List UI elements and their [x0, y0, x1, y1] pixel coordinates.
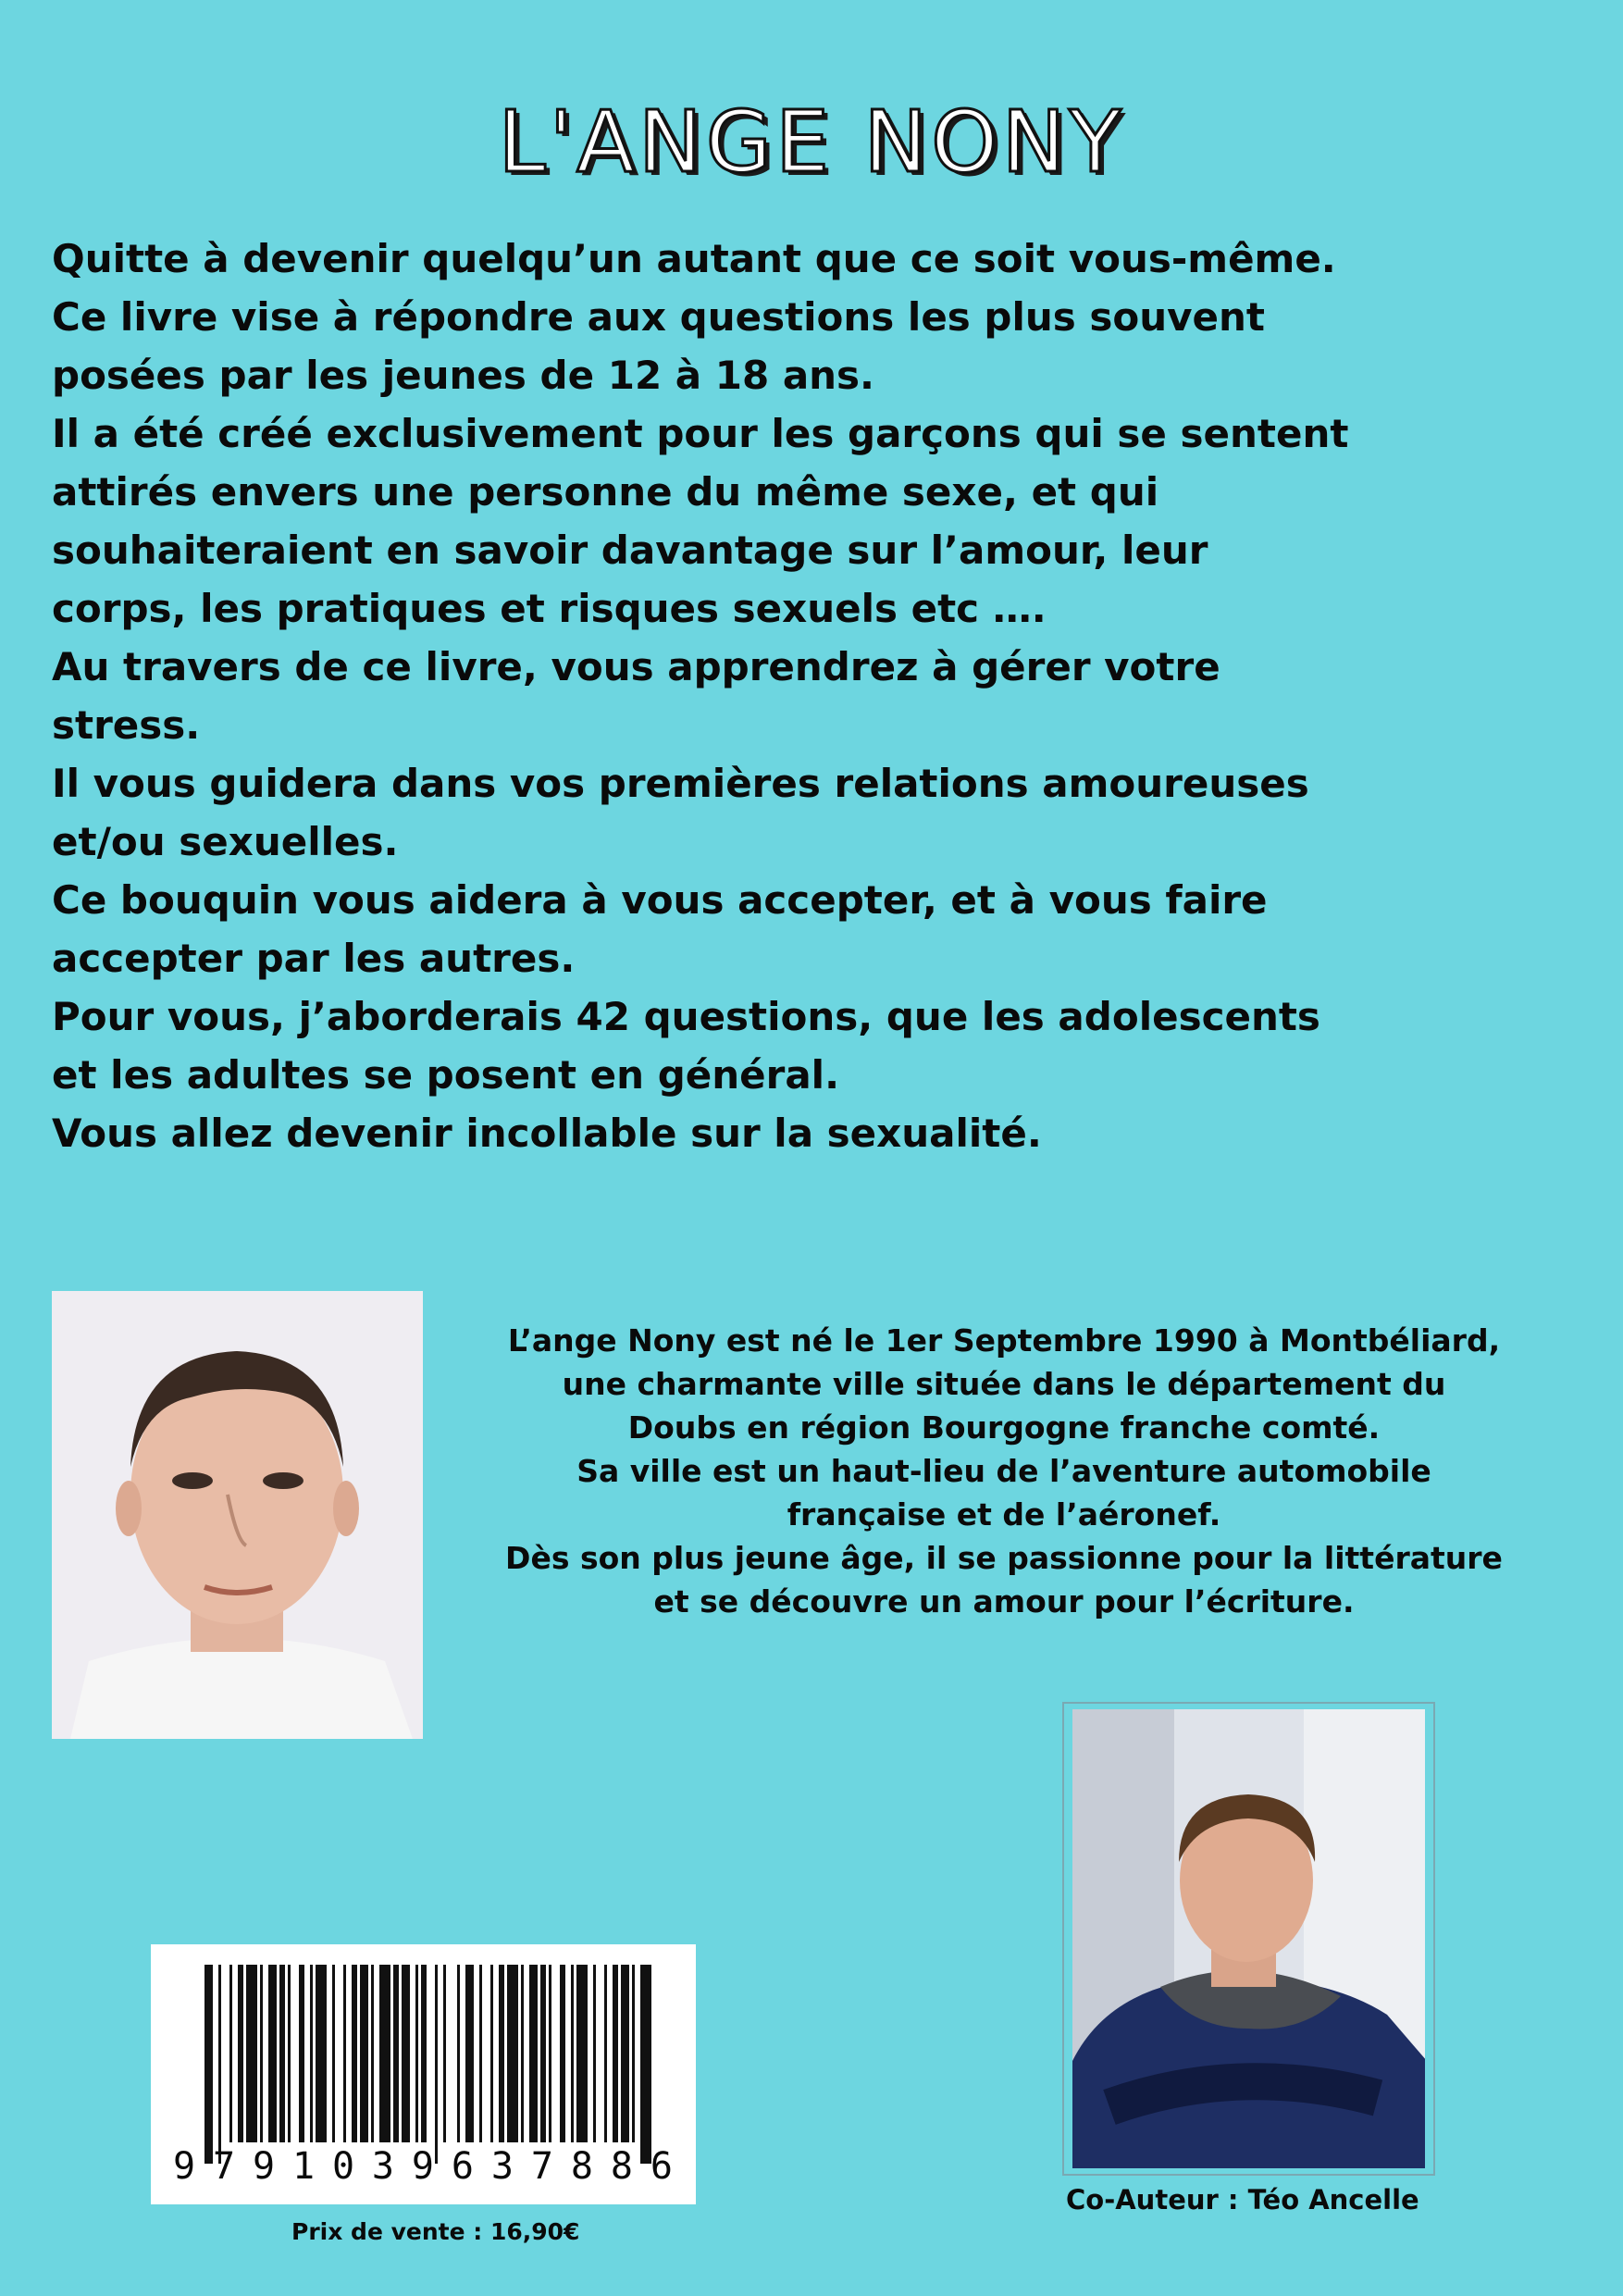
blurb-line: attirés envers une personne du même sexe, et qui — [52, 469, 1159, 515]
barcode-bar — [246, 1965, 257, 2142]
barcode-bar — [279, 1965, 285, 2142]
barcode-bar — [490, 1965, 493, 2142]
barcode-bar — [521, 1965, 524, 2142]
barcode-bar — [360, 1965, 368, 2142]
barcode-digit: 9 — [252, 2145, 276, 2188]
coauthor-caption: Co-Auteur : Téo Ancelle — [1066, 2184, 1419, 2215]
barcode-bar — [443, 1965, 446, 2142]
barcode-bar — [421, 1965, 427, 2142]
barcode-digit: 8 — [570, 2145, 593, 2188]
barcode-bar — [571, 1965, 574, 2142]
barcode-digit: 6 — [650, 2145, 673, 2188]
barcode-bar — [238, 1965, 243, 2142]
barcode-digit: 8 — [610, 2145, 633, 2188]
barcode-bar — [288, 1965, 291, 2142]
coauthor-portrait-image — [1072, 1709, 1425, 2168]
barcode-bar — [343, 1965, 346, 2142]
book-title: L'ANGE NONY — [498, 93, 1125, 192]
blurb-line: souhaiteraient en savoir davantage sur l’amour, leur — [52, 527, 1208, 573]
barcode-bar — [593, 1965, 596, 2142]
blurb-line: Vous allez devenir incollable sur la sexualité. — [52, 1111, 1042, 1156]
barcode-bar — [229, 1965, 232, 2142]
blurb-line: stress. — [52, 702, 201, 748]
barcode-digit: 3 — [490, 2145, 514, 2188]
barcode-bar — [465, 1965, 474, 2142]
blurb-line: Ce bouquin vous aidera à vous accepter, et à vous faire — [52, 877, 1268, 923]
blurb-line: Au travers de ce livre, vous apprendrez à gérer votre — [52, 644, 1220, 689]
barcode-bar — [218, 1965, 221, 2164]
barcode-bar — [332, 1965, 335, 2142]
barcode-digit: 0 — [331, 2145, 355, 2188]
author-bio — [435, 1319, 1573, 1623]
back-cover-blurb — [52, 230, 1588, 1162]
barcode-bar — [640, 1965, 651, 2164]
barcode — [151, 1944, 696, 2204]
barcode-digit: 9 — [411, 2145, 434, 2188]
barcode-bar — [576, 1965, 588, 2142]
barcode-bar — [310, 1965, 313, 2142]
bio-line: une charmante ville située dans le département du — [562, 1366, 1446, 1402]
blurb-line: accepter par les autres. — [52, 936, 576, 981]
bio-line: Doubs en région Bourgogne franche comté. — [627, 1409, 1381, 1446]
barcode-bar — [632, 1965, 635, 2142]
barcode-bar — [435, 1965, 438, 2164]
barcode-bar — [299, 1965, 304, 2142]
barcode-bar — [457, 1965, 460, 2142]
barcode-bar — [499, 1965, 504, 2142]
coauthor-photo — [1062, 1702, 1435, 2176]
barcode-bar — [621, 1965, 629, 2142]
barcode-bar — [260, 1965, 263, 2142]
bio-line: et se découvre un amour pour l’écriture. — [653, 1583, 1355, 1620]
barcode-digit: 6 — [451, 2145, 474, 2188]
barcode-bar — [379, 1965, 390, 2142]
barcode-digit: 7 — [212, 2145, 236, 2188]
barcode-digit: 1 — [291, 2145, 316, 2188]
bio-line: L’ange Nony est né le 1er Septembre 1990 à Montbéliard, — [507, 1322, 1501, 1359]
blurb-line: Il vous guidera dans vos premières relations amoureuses — [52, 761, 1309, 806]
barcode-bar — [371, 1965, 374, 2142]
barcode-bar — [402, 1965, 410, 2142]
author-photo — [52, 1291, 423, 1739]
barcode-bar — [393, 1965, 399, 2142]
blurb-line: Ce livre vise à répondre aux questions les plus souvent — [52, 294, 1266, 340]
barcode-bar — [540, 1965, 546, 2142]
barcode-bar — [613, 1965, 618, 2142]
blurb-line: Il a été créé exclusivement pour les garçons qui se sentent — [52, 411, 1349, 456]
barcode-bar — [529, 1965, 538, 2142]
bio-line: Sa ville est un haut-lieu de l’aventure automobile — [576, 1453, 1431, 1489]
barcode-bar — [352, 1965, 357, 2142]
barcode-digit: 3 — [371, 2145, 395, 2188]
blurb-line: posées par les jeunes de 12 à 18 ans. — [52, 353, 875, 398]
barcode-bar — [549, 1965, 551, 2142]
barcode-bar — [479, 1965, 482, 2142]
barcode-digit: 9 — [173, 2145, 196, 2188]
coauthor-photo-inner — [1072, 1709, 1425, 2168]
barcode-bar — [268, 1965, 277, 2142]
barcode-bar — [507, 1965, 518, 2142]
blurb-line: corps, les pratiques et risques sexuels etc …. — [52, 586, 1047, 631]
barcode-bar — [604, 1965, 607, 2142]
blurb-line: Pour vous, j’aborderais 42 questions, que les adolescents — [52, 994, 1320, 1039]
barcode-bar — [560, 1965, 565, 2142]
sale-price: Prix de vente : 16,90€ — [291, 2218, 580, 2245]
barcode-digits — [173, 2145, 673, 2188]
barcode-bar — [316, 1965, 327, 2142]
bio-line: française et de l’aéronef. — [787, 1496, 1221, 1533]
barcode-bar — [204, 1965, 213, 2164]
author-portrait-image — [52, 1291, 423, 1739]
blurb-line: Quitte à devenir quelqu’un autant que ce soit vous-même. — [52, 236, 1336, 281]
barcode-digit: 7 — [530, 2145, 553, 2188]
blurb-line: et les adultes se posent en général. — [52, 1052, 840, 1098]
bio-line: Dès son plus jeune âge, il se passionne pour la littérature — [505, 1540, 1503, 1576]
blurb-line: et/ou sexuelles. — [52, 819, 399, 864]
barcode-bar — [415, 1965, 418, 2142]
